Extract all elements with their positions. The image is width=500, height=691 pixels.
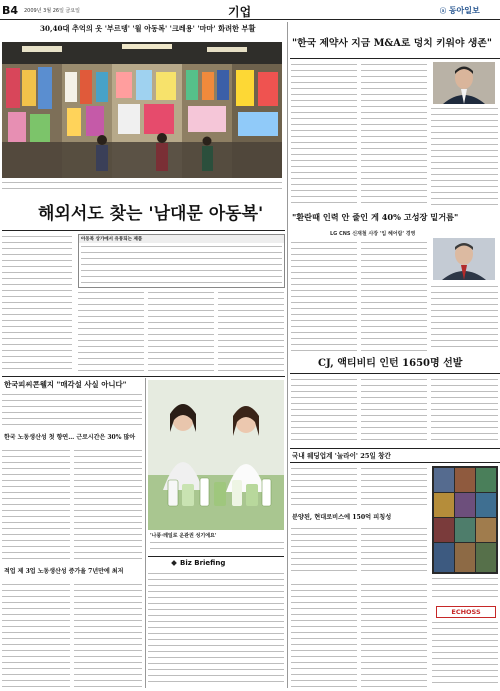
kt-rule [290, 462, 500, 463]
labor2-body-col2 [74, 448, 142, 564]
column-separator-main [287, 22, 288, 688]
section-title: 기업 [228, 5, 252, 19]
cosmetics-photo [148, 380, 284, 530]
briefing-box [148, 556, 284, 689]
section-separator [290, 448, 500, 449]
cj-headline: CJ, 액티비티 인턴 1650명 선발 [318, 358, 463, 369]
echoss-logo [436, 606, 496, 618]
talent-headline: "환란때 인력 안 줄인 게 40% 고성장 밑거름" [292, 212, 459, 222]
brand-logo [440, 5, 480, 16]
brand-name: 동아일보 [448, 6, 480, 15]
briefing-body [148, 571, 284, 687]
photo-caption [2, 180, 282, 192]
cosmetics-caption-body [150, 540, 284, 552]
cj-rule [290, 373, 500, 374]
product-grid-photo [432, 466, 498, 574]
briefing-title: Biz Briefing [180, 559, 226, 567]
talent-subhead: LG CNS 신재철 사장 '입 혜어람' 경영 [330, 231, 416, 237]
namdaemun-body-col1 [2, 234, 72, 374]
table-caption: 아동복 상가에서 유통되는 제품 [79, 235, 284, 243]
labor3-body-col1 [2, 582, 70, 688]
namdaemun-body-col3 [148, 290, 214, 374]
pharma-body-col2 [361, 62, 427, 207]
namdaemun-headline: 해외서도 찾는 '남대문 아동복' [38, 204, 264, 224]
right-lower-col2 [361, 582, 427, 688]
cj-body-col3 [431, 377, 498, 445]
namdaemun-body-col4 [218, 290, 284, 374]
labor2-body-col1 [2, 448, 70, 564]
labor3-headline: 적업 제 3업 노동생산성 증가율 7년만에 최저 [4, 568, 124, 575]
product-grid-caption [432, 576, 498, 600]
namdaemun-table [78, 234, 285, 288]
cj-body-col1 [291, 377, 357, 445]
cosmetics-caption: '나풍·레일로 운관권 성기에요' [150, 533, 217, 539]
cj-body-col2 [361, 377, 427, 445]
page-header [0, 0, 500, 20]
issue-date: 2009년 3월 26일 금요일 [24, 8, 81, 14]
labor1-body [2, 392, 142, 430]
homeplus-headline: 분양된, 현대로비스에 150억 피칭성 [292, 514, 392, 521]
homeplus-body-col2 [361, 526, 427, 576]
talent-body-col3 [431, 284, 498, 352]
kt-body-col1 [291, 466, 357, 510]
pharma-body-col1 [291, 62, 357, 207]
pharma-rule [290, 58, 500, 59]
labor3-body-col2 [74, 582, 142, 688]
top-headline: 30,40대 추억의 옷 '부르뎅' '월 아동복' '크레용' '마마' 화려한 부활 [40, 24, 256, 33]
header-rule [0, 19, 500, 20]
labor2-headline: 한국 노동생산성 첫 향연… 근로시간은 30% 많아 [4, 434, 136, 441]
kt-body-col2 [361, 466, 427, 510]
page-number: B4 [2, 4, 19, 17]
talent-portrait [433, 238, 495, 280]
section-separator-left [2, 376, 285, 377]
column-separator-left [145, 378, 146, 688]
pharma-headline: "한국 제약사 지금 M&A로 덩치 키워야 생존" [292, 38, 492, 49]
namdaemun-rule [2, 230, 285, 231]
echoss-body [432, 620, 498, 688]
talent-body-col2 [361, 240, 427, 352]
echoss-logo-text: ECHOSS [451, 608, 481, 616]
namdaemun-body-col2 [78, 290, 144, 374]
briefing-diamond-icon [171, 560, 177, 566]
echoss-ad [432, 604, 498, 688]
labor1-headline: 한국피씨콘웰지 "매각설 사실 아니다" [4, 380, 127, 389]
homeplus-body-col1 [291, 526, 357, 576]
market-photo [2, 42, 282, 178]
right-lower-col1 [291, 582, 357, 688]
kt-headline: 국내 웨딩업계 '눌라이' 25일 창간 [292, 452, 391, 460]
pharma-body-col3 [431, 106, 498, 207]
brand-prefix: ⓐ [440, 8, 447, 15]
pharma-portrait [433, 62, 495, 104]
talent-body-col1 [291, 240, 357, 352]
